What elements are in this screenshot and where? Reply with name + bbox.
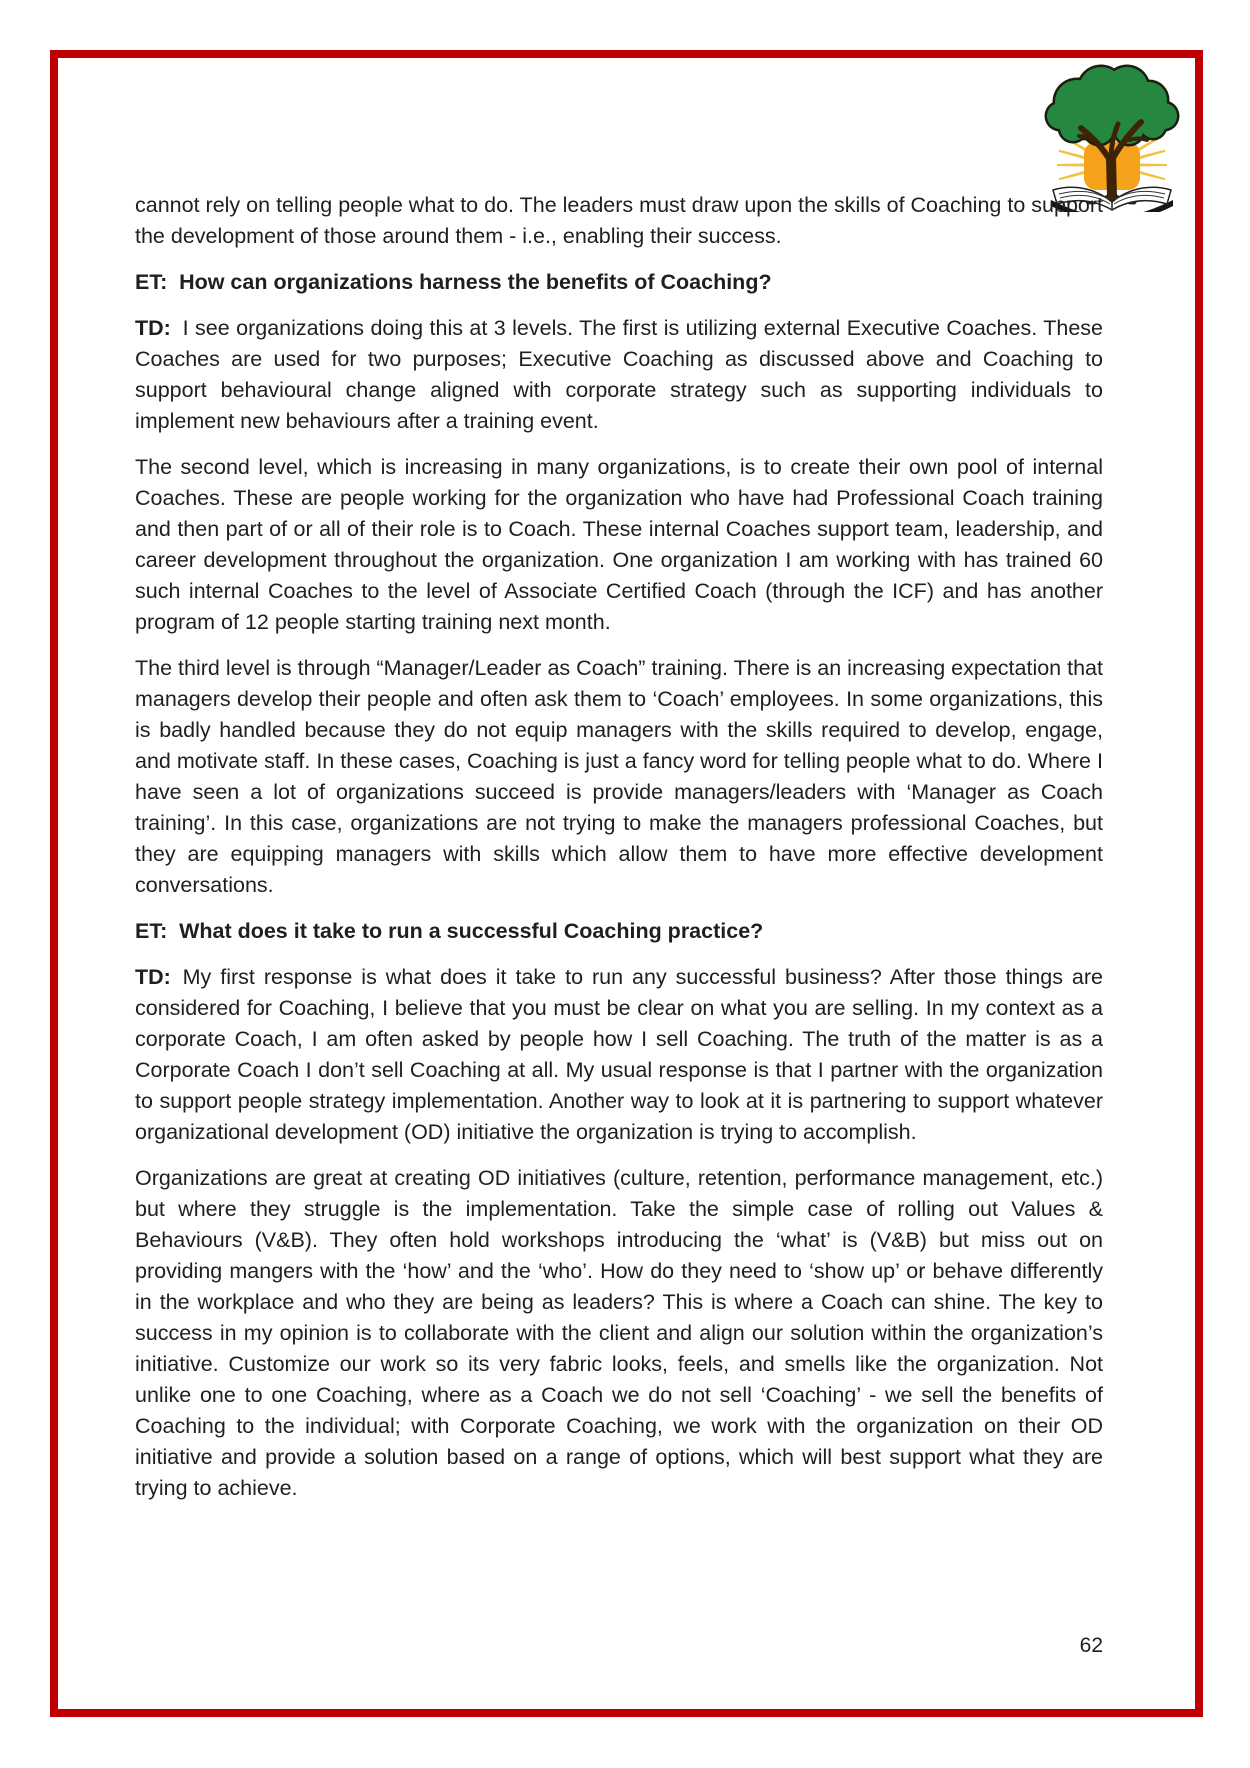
speaker-label: ET: xyxy=(135,919,168,943)
speaker-label: TD: xyxy=(135,316,171,340)
speaker-label: ET: xyxy=(135,270,168,294)
question-heading: ET: What does it take to run a successful Coaching practice? xyxy=(135,919,764,943)
page-number: 62 xyxy=(1079,1634,1103,1657)
body-paragraph: The second level, which is increasing in many organizations, is to create their own pool of internal Coaches. These are people working for the organization who have had Professional Coach training and then part of or all of their role is to Coach. These internal Coaches support team, leadership, and career development throughout the organization. One organization I am working with has trained 60 such internal Coaches to the level of Associate Certified Coach (through the ICF) and has another program of 12 people starting training next month. xyxy=(135,455,1103,634)
question-heading: ET: How can organizations harness the benefits of Coaching? xyxy=(135,270,772,294)
body-paragraph: Organizations are great at creating OD initiatives (culture, retention, performance management, etc.) but where they struggle is the implementation. Take the simple case of rolling out Values & Behaviours (V&B). They often hold workshops introducing the ‘what’ is (V&B) but miss out on providing mangers with the ‘how’ and the ‘who’. How do they need to ‘show up’ or behave differently in the workplace and who they are being as leaders? This is where a Coach can shine. The key to success in my opinion is to collaborate with the client and align our solution within the organization’s initiative. Customize our work so its very fabric looks, feels, and smells like the organization. Not unlike one to one Coaching, where as a Coach we do not sell ‘Coaching’ - we sell the benefits of Coaching to the individual; with Corporate Coaching, we work with the organization on their OD initiative and provide a solution based on a range of options, which will best support what they are trying to achieve. xyxy=(135,1166,1103,1500)
answer-paragraph: TD: My first response is what does it take to run any successful business? After those things are considered for Coaching, I believe that you must be clear on what you are selling. In my context as a corporate Coach, I am often asked by people how I sell Coaching. The truth of the matter is as a Corporate Coach I don’t sell Coaching at all. My usual response is that I partner with the organization to support people strategy implementation. Another way to look at it is partnering to support whatever organizational development (OD) initiative the organization is trying to accomplish. xyxy=(135,965,1103,1144)
canopy xyxy=(1047,67,1177,144)
answer-paragraph: TD: I see organizations doing this at 3 levels. The first is utilizing external Executive Coaches. These Coaches are used for two purposes; Executive Coaching as discussed above and Coaching to support behavioural change aligned with corporate strategy such as supporting individuals to implement new behaviours after a training event. xyxy=(135,316,1103,433)
body-paragraph: cannot rely on telling people what to do. The leaders must draw upon the skills of Coaching to support the development of those around them - i.e., enabling their success. xyxy=(135,193,1103,248)
speaker-label: TD: xyxy=(135,965,171,989)
page-content xyxy=(135,190,1103,1519)
body-paragraph: The third level is through “Manager/Leader as Coach” training. There is an increasing expectation that managers develop their people and often ask them to ‘Coach’ employees. In some organizations, this is badly handled because they do not equip managers with the skills required to develop, engage, and motivate staff. In these cases, Coaching is just a fancy word for telling people what to do. Where I have seen a lot of organizations succeed is provide managers/leaders with ‘Manager as Coach training’. In this case, organizations are not trying to make the managers professional Coaches, but they are equipping managers with skills which allow them to have more effective development conversations. xyxy=(135,656,1103,897)
